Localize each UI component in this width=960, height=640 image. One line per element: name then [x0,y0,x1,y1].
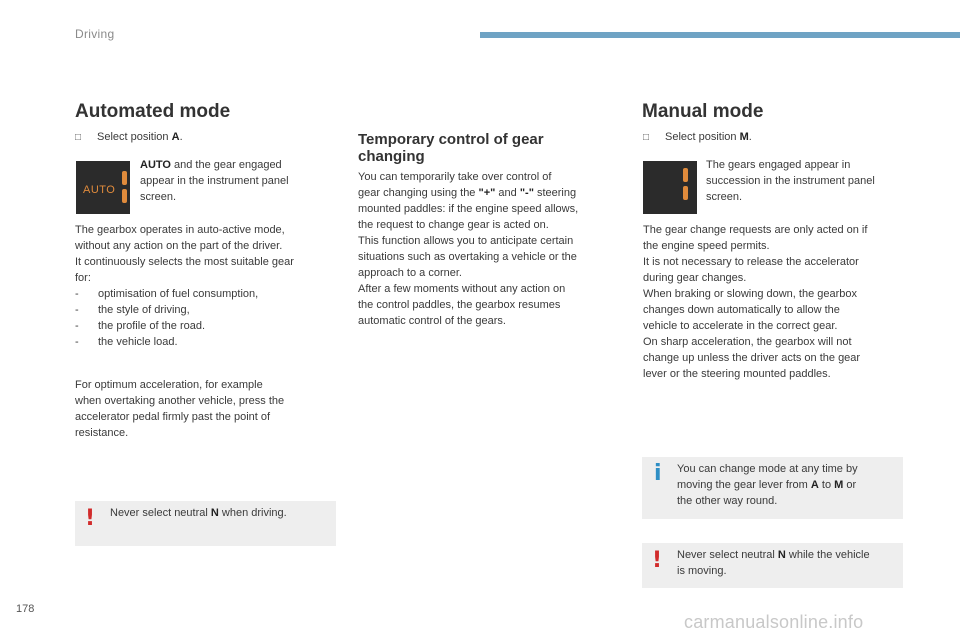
info-note: i You can change mode at any time by moving the gear lever from A to M or the other way round. [642,457,903,519]
warning-note-left: ! Never select neutral N when driving. [75,501,336,546]
gear-indicator-bar [122,189,127,203]
temporary-control-paragraph: You can temporarily take over control of gear changing using the "+" and "-" steering mounted paddles: if the engine speed allows, the request to change gear is acted on. This function allows you to anticipate certain situations such as overtaking a vehicle or the approach to a corner. After a few moments without any action on the control paddles, the gearbox resumes automatic control of the gears. [358,171,579,327]
auto-display-image [76,161,130,214]
list-item: - optimisation of fuel consumption, [75,288,259,300]
manual-display-image [643,161,697,214]
exclamation-icon: ! [85,506,96,531]
manual-mode-paragraph: The gear change requests are only acted on if the engine speed permits. It is not necessary to release the accelerator during gear changes. When braking or slowing down, the gearbox changes down automatically to allow the vehicle to accelerate in the correct gear. On sharp acceleration, the gearbox will not change up unless the driver acts on the gear lever or the steering mounted paddles. [643,224,868,380]
exclamation-icon: ! [652,548,663,573]
select-position-a: □ Select position A. [75,129,183,146]
list-item: - the vehicle load. [75,336,178,348]
manual-display-caption: The gears engaged appear in succession in the instrument panel screen. [706,159,875,203]
manual-mode-heading: Manual mode [642,101,764,122]
acceleration-paragraph: For optimum acceleration, for example when overtaking another vehicle, press the accelerator pedal firmly past the point of resistance. [75,379,285,439]
automated-mode-heading: Automated mode [75,101,231,122]
info-icon: i [654,461,662,486]
list-item: - the profile of the road. [75,320,206,332]
auto-active-paragraph: The gearbox operates in auto-active mode, without any action on the part of the driver. It continuously selects the most suitable gear for: - optimisation of fuel consumption, - the style of driving, - the profile of the road. - the vehicle load. [75,224,294,348]
auto-display-caption: AUTO and the gear engaged appear in the instrument panel screen. [140,159,289,203]
list-item: - the style of driving, [75,304,190,316]
gear-indicator-bar [683,168,688,182]
gear-indicator-bar [683,186,688,200]
auto-display-label: AUTO [83,184,116,196]
select-position-m: □ Select position M. [643,129,752,146]
section-title: Driving [75,27,115,41]
gear-indicator-bar [122,171,127,185]
checkbox-bullet-icon: □ [75,132,82,143]
page-number: 178 [16,603,35,615]
watermark: carmanualsonline.info [684,612,864,632]
checkbox-bullet-icon: □ [643,132,650,143]
temporary-control-heading: Temporary control of gear changing [358,131,544,165]
header-accent-bar [480,32,960,38]
warning-note-right: ! Never select neutral N while the vehicle is moving. [642,543,903,588]
